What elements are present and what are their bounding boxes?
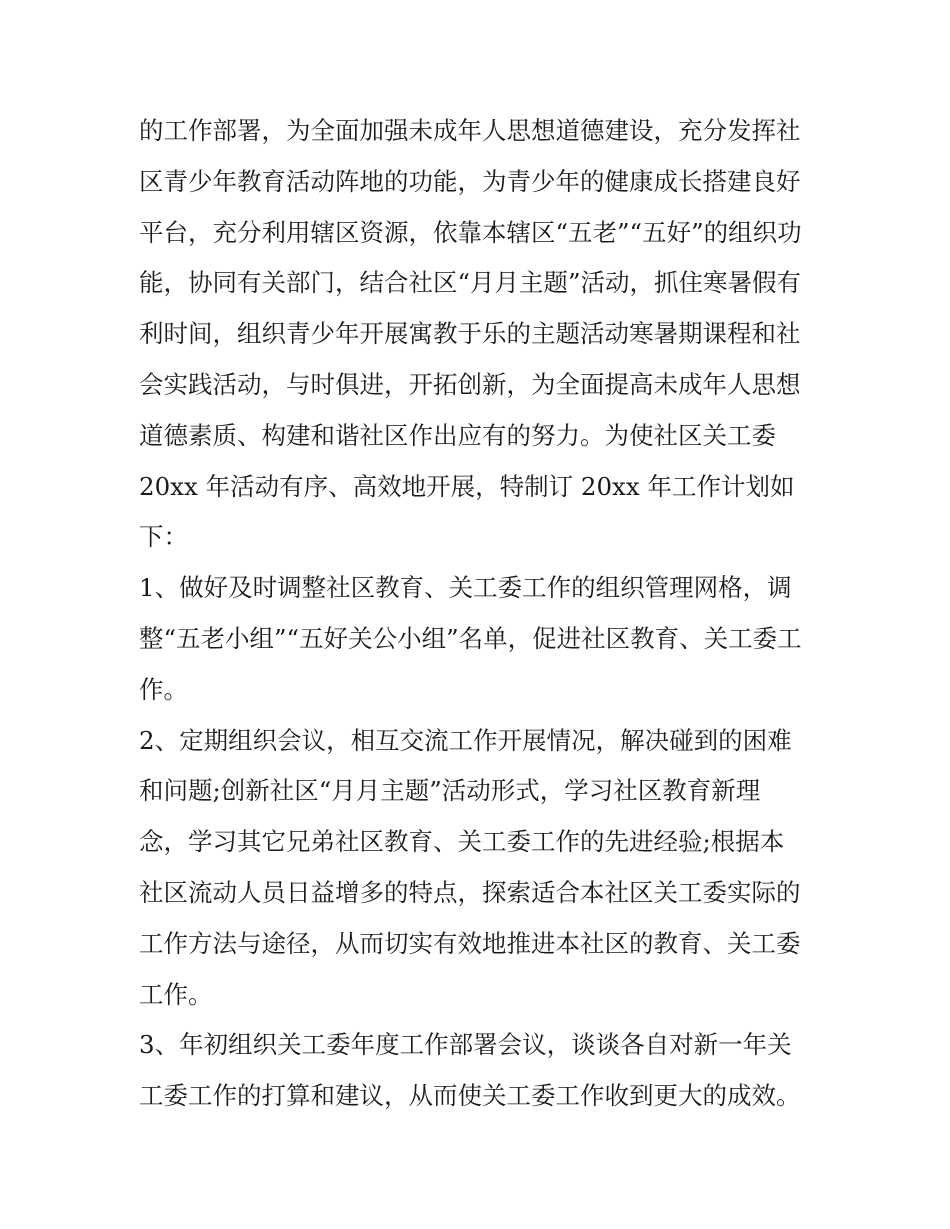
list-item-2-line: 社区流动人员日益增多的特点，探索适合本社区关工委实际的 <box>139 877 801 907</box>
text-line: 下： <box>139 522 188 552</box>
list-item-1-line: 1、做好及时调整社区教育、关工委工作的组织管理网格，调 <box>139 573 792 603</box>
text-line: 能，协同有关部门，结合社区“月月主题”活动，抓住寒暑假有 <box>139 268 802 298</box>
text-line: 平台，充分利用辖区资源，依靠本辖区“五老”“五好”的组织功 <box>139 217 802 247</box>
text-line: 利时间，组织青少年开展寓教于乐的主题活动寒暑期课程和社 <box>139 319 801 349</box>
list-item-2-line: 念，学习其它兄弟社区教育、关工委工作的先进经验;根据本 <box>139 827 785 857</box>
text-line: 道德素质、构建和谐社区作出应有的努力。为使社区关工委 <box>139 420 776 450</box>
list-item-2-line: 2、定期组织会议，相互交流工作开展情况，解决碰到的困难 <box>139 725 792 755</box>
text-line: 会实践活动，与时俱进，开拓创新，为全面提高未成年人思想 <box>139 369 801 399</box>
list-item-3-line: 工委工作的打算和建议，从而使关工委工作收到更大的成效。 <box>139 1081 801 1111</box>
list-item-2-line: 和问题;创新社区“月月主题”活动形式，学习社区教育新理 <box>139 776 761 806</box>
list-item-1-line: 作。 <box>139 674 188 704</box>
text-line: 区青少年教育活动阵地的功能，为青少年的健康成长搭建良好 <box>139 166 801 196</box>
text-line: 的工作部署，为全面加强未成年人思想道德建设，充分发挥社 <box>139 116 801 145</box>
list-item-2-line: 工作方法与途径，从而切实有效地推进本社区的教育、关工委 <box>139 928 801 958</box>
list-item-3-line: 3、年初组织关工委年度工作部署会议，谈谈各自对新一年关 <box>139 1030 792 1060</box>
list-item-1-line: 整“五老小组”“五好关公小组”名单，促进社区教育、关工委工 <box>139 623 802 653</box>
document-body-text <box>139 106 819 1122</box>
list-item-2-line: 工作。 <box>139 979 213 1009</box>
text-line: 20xx 年活动有序、高效地开展，特制订 20xx 年工作计划如 <box>139 471 795 501</box>
